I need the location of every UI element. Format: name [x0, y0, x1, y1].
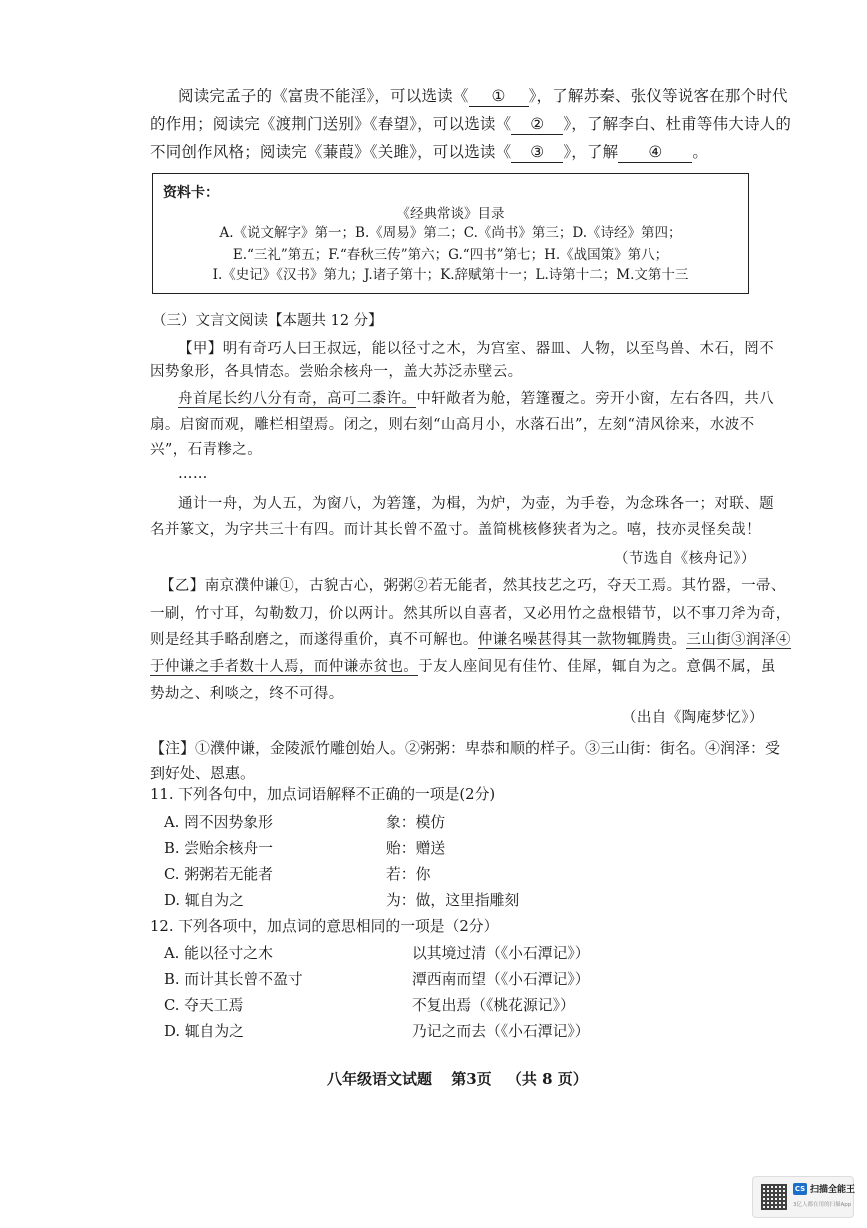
intro-line-1	[178, 86, 788, 107]
jia-line-4: 扇。启窗而观，雕栏相望焉。闭之，则右刻“山高月小，水落石出”，左刻“清风徐来，水波不	[150, 417, 755, 433]
intro-text: 》，了解苏秦、张仪等说客在那个时代	[528, 87, 788, 105]
yi-source: （出自《陶庵梦忆》）	[622, 710, 764, 726]
yi-line-5: 势劫之、利啖之，终不可得。	[150, 686, 344, 702]
intro-text: 的作用；阅读完《渡荆门送别》《春望》，可以选读《	[150, 115, 512, 133]
watermark-app-name: 扫描全能王	[810, 1185, 856, 1195]
q11-gloss-b: 贻：赠送	[386, 840, 446, 857]
q11-gloss-a: 象：模仿	[386, 814, 446, 831]
resource-card	[152, 173, 749, 294]
watermark-tagline: 3亿人都在用的扫描App	[793, 1202, 852, 1208]
intro-line-3	[150, 142, 708, 163]
q12-gloss-a: 以其境过清（《小石潭记》）	[412, 945, 590, 962]
card-catalog-line-1: A.《说文解字》第一；B.《周易》第二；C.《尚书》第三；D.《诗经》第四；	[219, 225, 682, 241]
jia-line-3	[178, 389, 774, 409]
card-catalog-line-2: E.“三礼”第五；F.“春秋三传”第六；G.“四书”第七；H.《战国策》第八；	[232, 247, 669, 263]
ellipsis: ……	[178, 466, 208, 482]
notes-line-2: 到好处、恩惠。	[150, 764, 256, 782]
jia-line-7: 名并篆文，为字共三十有四。而计其长曾不盈寸。盖简桃核修狭者为之。嘻，技亦灵怪矣哉！	[150, 522, 761, 538]
q11-option-c: C. 粥粥若无能者	[164, 866, 273, 883]
q11-option-b: B. 尝贻余核舟一	[164, 840, 274, 857]
yi-line-3	[150, 630, 791, 650]
section-title: （三）文言文阅读【本题共 12 分】	[152, 313, 383, 329]
intro-line-2	[150, 114, 791, 135]
underlined-sentence: 于仲谦之手者数十人焉，而仲谦赤贫也。	[150, 659, 419, 675]
yi-line-2: 一刷，竹寸耳，勾勒数刀，价以两计。然其所以自喜者，又必用竹之盘根错节，以不事刀斧为奇，	[150, 606, 791, 622]
intro-text: 阅读完孟子的《富贵不能淫》，可以选读《	[178, 87, 469, 105]
yi-text: 。	[671, 632, 687, 648]
q11-option-a: A. 罔不因势象形	[164, 814, 273, 831]
answer-blank-2: ②	[511, 114, 563, 135]
jia-line-1: 【甲】明有奇巧人曰王叔远，能以径寸之木，为宫室、器皿、人物，以至鸟兽、木石，罔不	[178, 341, 774, 357]
jia-source: （节选自《核舟记》）	[614, 551, 756, 567]
q12-option-b: B. 而计其长曾不盈寸	[164, 971, 303, 988]
question-11-stem: 11. 下列各句中，加点词语解释不正确的一项是(2分)	[150, 786, 496, 803]
footer-subject: 八年级语文试题	[327, 1070, 433, 1088]
camscanner-logo-icon: CS	[794, 1185, 806, 1193]
q12-option-d: D. 辄自为之	[164, 1023, 244, 1040]
q12-option-c: C. 夺天工焉	[164, 997, 244, 1014]
card-title: 资料卡：	[163, 185, 219, 201]
question-12-stem: 12. 下列各项中，加点词的意思相同的一项是（2分）	[150, 918, 499, 935]
footer-total-pages: （共 8 页）	[506, 1070, 588, 1088]
jia-text: 中轩敞者为舱，箬篷覆之。旁开小窗，左右各四，共八	[416, 391, 775, 407]
yi-text: 于友人座间见有佳竹、佳犀，辄自为之。意偶不属，虽	[418, 659, 776, 675]
q12-gloss-b: 潭西南而望（《小石潭记》）	[412, 971, 590, 988]
jia-line-6: 通计一舟，为人五，为窗八，为箬篷，为楫，为炉，为壶，为手卷，为念珠各一；对联、题	[178, 496, 774, 512]
intro-text: 。	[692, 143, 709, 161]
card-catalog-line-3: I.《史记》《汉书》第九；J.诸子第十；K.辞赋第十一；L.诗第十二；M.文第十三	[212, 267, 689, 283]
card-heading: 《经典常谈》目录	[396, 206, 505, 222]
scanner-watermark	[752, 1176, 854, 1218]
yi-text: 则是经其手略刮磨之，而遂得重价，真不可解也。	[150, 632, 478, 648]
answer-blank-4: ④	[618, 142, 692, 163]
underlined-sentence: 三山街③润泽④	[686, 632, 791, 648]
q11-gloss-c: 若：你	[386, 866, 431, 883]
notes-line-1: 【注】①濮仲谦，金陵派竹雕创始人。②粥粥：卑恭和顺的样子。③三山街：街名。④润泽：受	[150, 739, 781, 757]
yi-line-1: 【乙】南京濮仲谦①，古貌古心，粥粥②若无能者，然其技艺之巧，夺天工焉。其竹器，一帚、	[160, 578, 786, 594]
answer-blank-3: ③	[511, 142, 563, 163]
yi-line-4	[150, 657, 776, 677]
underlined-sentence: 舟首尾长约八分有奇，高可二黍许。	[178, 391, 417, 407]
q12-gloss-d: 乃记之而去（《小石潭记》）	[412, 1023, 590, 1040]
q11-option-d: D. 辄自为之	[164, 892, 244, 909]
footer-page-number: 第3页	[451, 1070, 492, 1088]
intro-text: 不同创作风格；阅读完《蒹葭》《关雎》，可以选读《	[150, 143, 512, 161]
q12-gloss-c: 不复出焉（《桃花源记》）	[412, 997, 575, 1014]
qr-code-icon	[761, 1184, 787, 1210]
underlined-sentence: 仲谦名噪甚得其一款物辄腾贵	[477, 632, 672, 648]
page-footer	[327, 1069, 588, 1089]
answer-blank-1: ①	[469, 86, 529, 107]
jia-line-5: 兴”，石青糁之。	[150, 442, 263, 458]
jia-line-2: 因势象形，各具情态。尝贻余核舟一，盖大苏泛赤壁云。	[150, 364, 523, 380]
intro-text: 》，了解李白、杜甫等伟大诗人的	[563, 115, 792, 133]
q12-option-a: A. 能以径寸之木	[164, 945, 273, 962]
intro-text: 》，了解	[563, 143, 619, 161]
q11-gloss-d: 为：做，这里指雕刻	[386, 892, 520, 909]
